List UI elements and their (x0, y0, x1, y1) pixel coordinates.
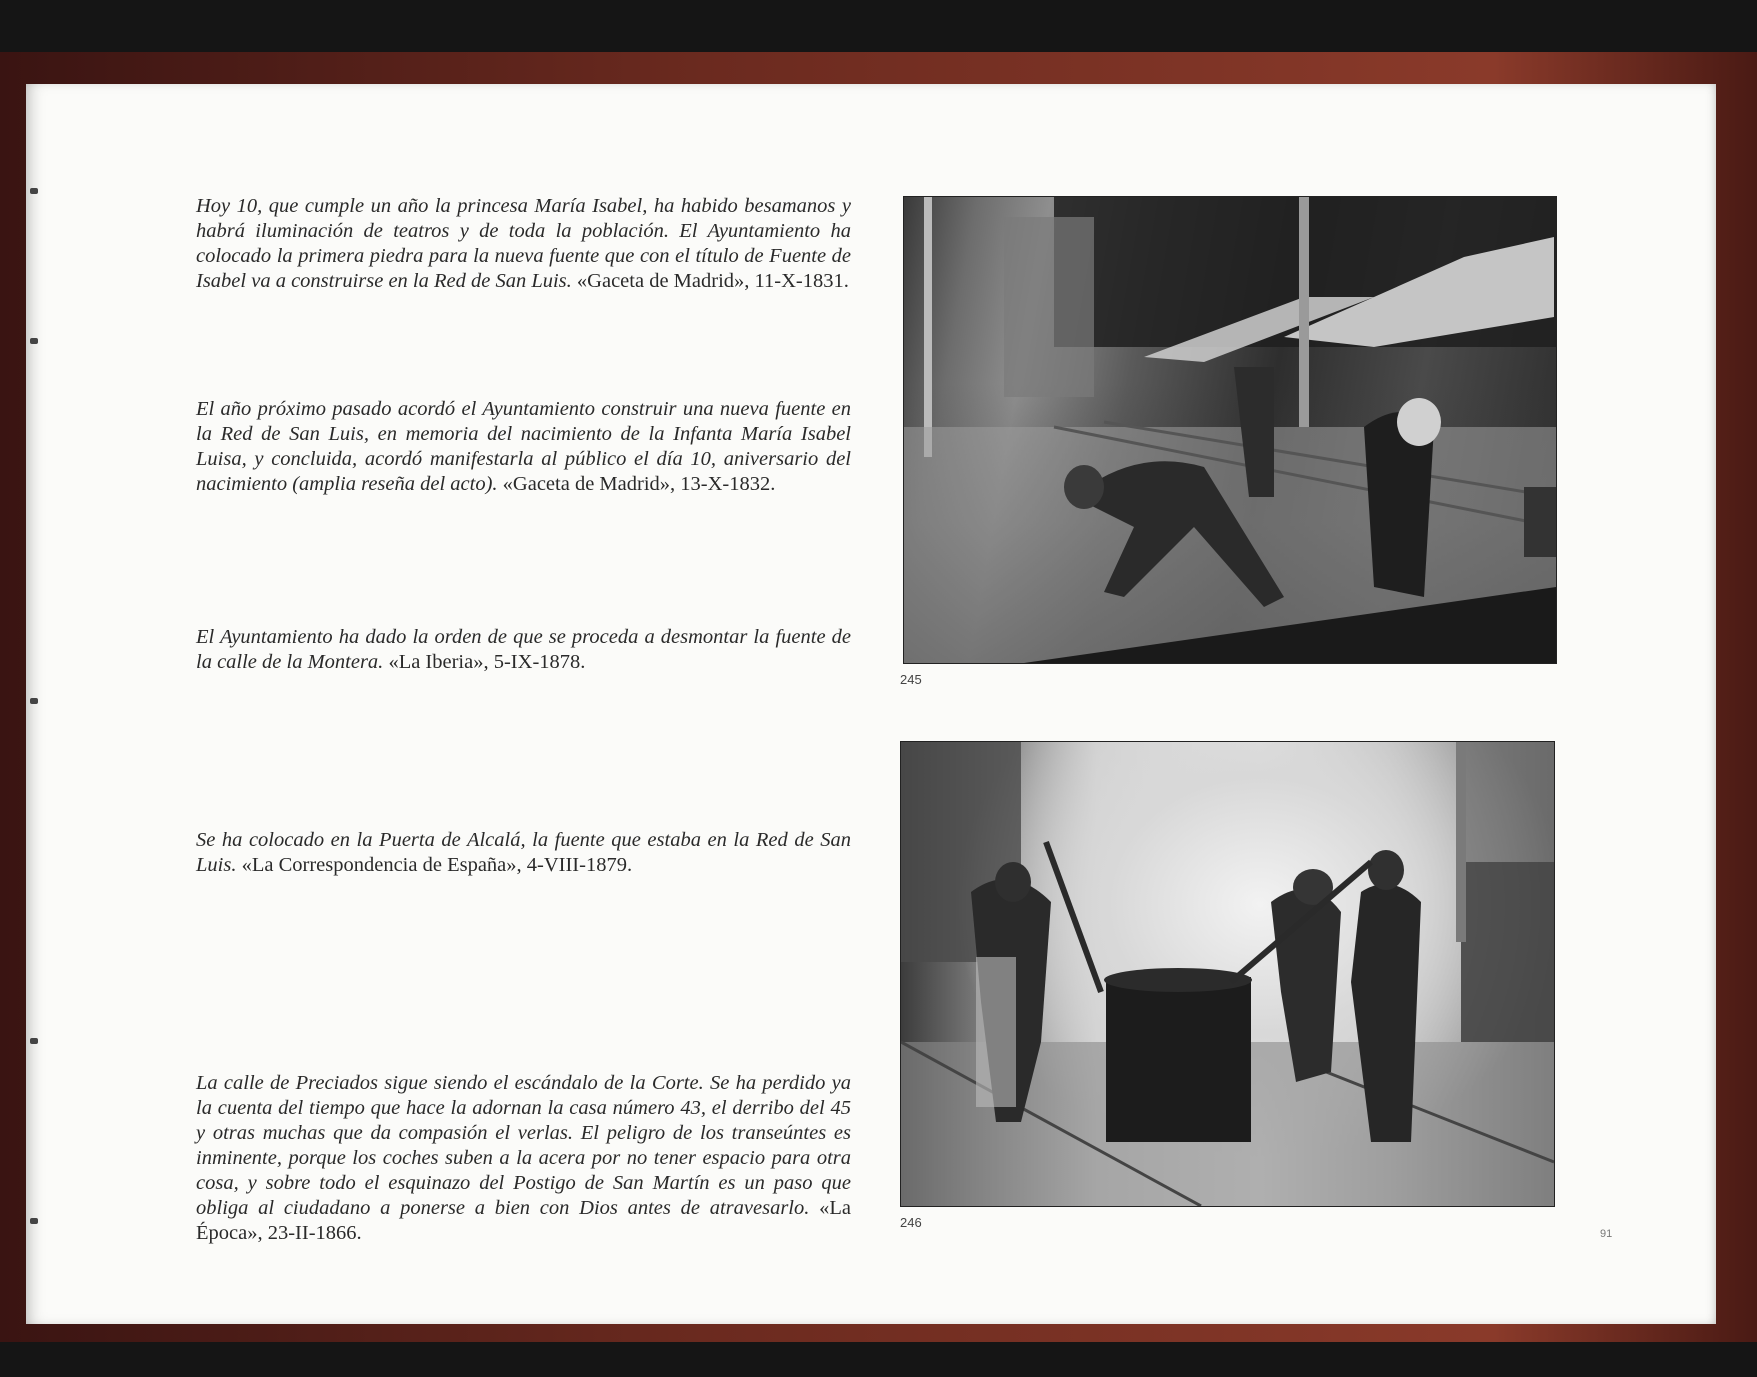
photo-asphalt-workers (900, 741, 1555, 1207)
quote-block-5 (196, 1071, 851, 1246)
spine-binding-marks (30, 160, 42, 1260)
quote-block-1 (196, 194, 851, 294)
quote-source: «La Iberia», 5-IX-1878. (388, 651, 586, 673)
photo-caption-245: 245 (900, 672, 922, 687)
quote-block-3 (196, 625, 851, 675)
quote-source: «Gaceta de Madrid», 11-X-1831. (576, 270, 849, 292)
photo-street-workers (903, 196, 1557, 664)
quote-text: El año próximo pasado acordó el Ayuntamiento construir una nueva fuente en la Red de San Luis, en memoria del nacimiento de la Infanta María Isabel Luisa, y concluida, acordó manifestarla al público el día 10, aniversario del nacimiento (amplia reseña del acto). (196, 398, 851, 495)
quote-text: La calle de Preciados sigue siendo el escándalo de la Corte. Se ha perdido ya la cuenta del tiempo que hace la adornan la casa número 43, el derribo del 45 y otras muchas que da compasión el verlas. El peligro de los transeúntes es inminente, porque los coches suben a la acera por no tener espacio para otra cosa, y sobre todo el esquinazo del Postigo de San Martín es un paso que obliga al ciudadano a ponerse a bien con Dios antes de atravesarlo. (196, 1072, 851, 1219)
quote-block-2 (196, 397, 851, 497)
quote-text: El Ayuntamiento ha dado la orden de que se proceda a desmontar la fuente de la calle de la Montera. (196, 626, 851, 673)
quote-text: Hoy 10, que cumple un año la princesa María Isabel, ha habido besamanos y habrá iluminación de teatros y de toda la población. El Ayuntamiento ha colocado la primera piedra para la nueva fuente que con el título de Fuente de Isabel va a construirse en la Red de San Luis. (196, 195, 851, 292)
quote-source: «La Época», 23-II-1866. (196, 1197, 851, 1244)
photo-caption-246: 246 (900, 1215, 922, 1230)
quote-block-4 (196, 828, 851, 878)
page-number: 91 (1600, 1228, 1613, 1240)
quote-source: «Gaceta de Madrid», 13-X-1832. (502, 473, 776, 495)
quote-source: «La Correspondencia de España», 4-VIII-1879. (241, 854, 633, 876)
quote-text: Se ha colocado en la Puerta de Alcalá, la fuente que estaba en la Red de San Luis. (196, 829, 851, 876)
